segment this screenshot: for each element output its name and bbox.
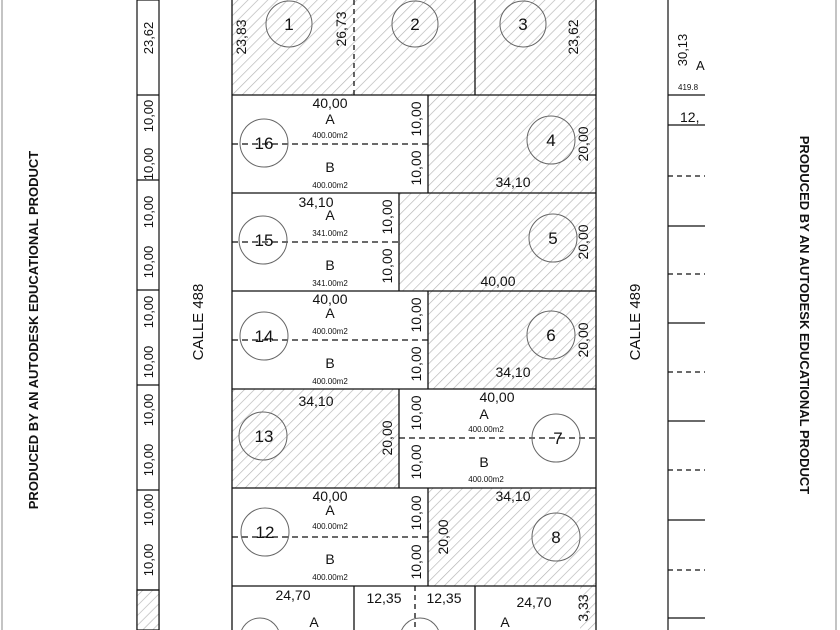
area-label: 341.00m2 (312, 229, 348, 238)
dim-label: 10,00 (379, 199, 395, 235)
sublot-label: A (325, 305, 335, 321)
dim-label: 30,13 (675, 33, 690, 67)
area-label: 341.00m2 (312, 279, 348, 288)
dim-label: 12,35 (426, 590, 462, 606)
lot-number: 6 (546, 326, 556, 345)
dim-label: 20,00 (435, 519, 451, 555)
street-label-right: CALLE 489 (627, 283, 644, 361)
dim-label: 23,83 (233, 19, 249, 55)
dim-label: 3,33 (575, 594, 591, 622)
sublot-label: A (325, 111, 335, 127)
sublot-label: B (325, 355, 335, 371)
lot-number: 2 (410, 15, 420, 34)
dim-label: 34,10 (495, 364, 531, 380)
dim-label: 40,00 (312, 488, 348, 504)
strip-dim: 10,00 (141, 295, 156, 329)
strip-dim: 10,00 (141, 345, 156, 379)
dim-label: 12,35 (366, 590, 402, 606)
dim-label: 20,00 (575, 126, 591, 162)
sublot-label: A (325, 502, 335, 518)
strip-dim: 10,00 (141, 245, 156, 279)
dim-label: 10,00 (408, 346, 424, 382)
area-label: 400.00m2 (312, 181, 348, 190)
strip-dim: 10,00 (141, 99, 156, 133)
area-label: 400.00m2 (312, 573, 348, 582)
dim-label: 10,00 (408, 544, 424, 580)
dim-label: 10,00 (408, 395, 424, 431)
sublot-label: B (325, 257, 335, 273)
street-label-left: CALLE 488 (190, 283, 207, 361)
dim-label: 10,00 (408, 150, 424, 186)
dim-label: 26,73 (333, 11, 349, 47)
dim-label: 40,00 (479, 389, 515, 405)
strip-dim: 10,00 (141, 543, 156, 577)
dim-label: 34,10 (495, 174, 531, 190)
sublot-label: B (479, 454, 489, 470)
dim-label: 23,62 (565, 19, 581, 55)
strip-dim: 10,00 (141, 493, 156, 527)
area-label: 400.00m2 (312, 377, 348, 386)
strip-dim: 10,00 (141, 195, 156, 229)
dim-label: 20,00 (575, 322, 591, 358)
dim-label: 10,00 (379, 248, 395, 284)
sublot-label: B (325, 159, 335, 175)
lot-number: 13 (254, 427, 274, 446)
lot-number: 4 (546, 131, 556, 150)
dim-label: 12, (680, 109, 700, 125)
right-lot-strip (668, 0, 705, 630)
area-label: 419.8 (678, 83, 699, 92)
area-label: 400.00m2 (312, 327, 348, 336)
sublot-label: B (325, 551, 335, 567)
lot-number: 3 (518, 15, 528, 34)
strip-dim: 10,00 (141, 147, 156, 181)
sublot-label: A (696, 58, 705, 73)
dim-label: 34,10 (298, 194, 334, 210)
dim-label: 10,00 (408, 495, 424, 531)
strip-dim: 10,00 (141, 443, 156, 477)
strip-dim: 10,00 (141, 393, 156, 427)
dim-label: 24,70 (275, 587, 311, 603)
area-label: 400.00m2 (312, 522, 348, 531)
dim-label: 40,00 (480, 273, 516, 289)
dim-label: 40,00 (312, 95, 348, 111)
dim-label: 10,00 (408, 297, 424, 333)
dim-label: 24,70 (516, 594, 552, 610)
lot-number: 5 (548, 229, 558, 248)
lot-number: 8 (551, 528, 561, 547)
area-label: 400.00m2 (468, 425, 504, 434)
dim-label: 20,00 (379, 420, 395, 456)
lot-number: 14 (254, 327, 274, 346)
dim-label: 34,10 (298, 393, 334, 409)
dim-label: 10,00 (408, 444, 424, 480)
area-label: 400.00m2 (468, 475, 504, 484)
dim-label: 10,00 (408, 101, 424, 137)
watermark-left: PRODUCED BY AN AUTODESK EDUCATIONAL PRODUCT (26, 150, 41, 510)
lot-number: 15 (254, 231, 274, 250)
dim-label: 34,10 (495, 488, 531, 504)
area-label: 400.00m2 (312, 131, 348, 140)
watermark-right: PRODUCED BY AN AUTODESK EDUCATIONAL PRODUCT (797, 135, 812, 495)
lot-number: 16 (254, 134, 274, 153)
strip-dim: 23,62 (141, 21, 156, 55)
lot-number: 12 (255, 523, 275, 542)
sublot-label: A (500, 614, 510, 630)
sublot-label: A (479, 406, 489, 422)
right-strip-labels (675, 34, 705, 125)
lot-number: 1 (284, 15, 294, 34)
sublot-label: A (325, 207, 335, 223)
dim-label: 20,00 (575, 224, 591, 260)
dim-label: 40,00 (312, 291, 348, 307)
lot-number: 7 (553, 429, 563, 448)
sublot-label: A (309, 614, 319, 630)
